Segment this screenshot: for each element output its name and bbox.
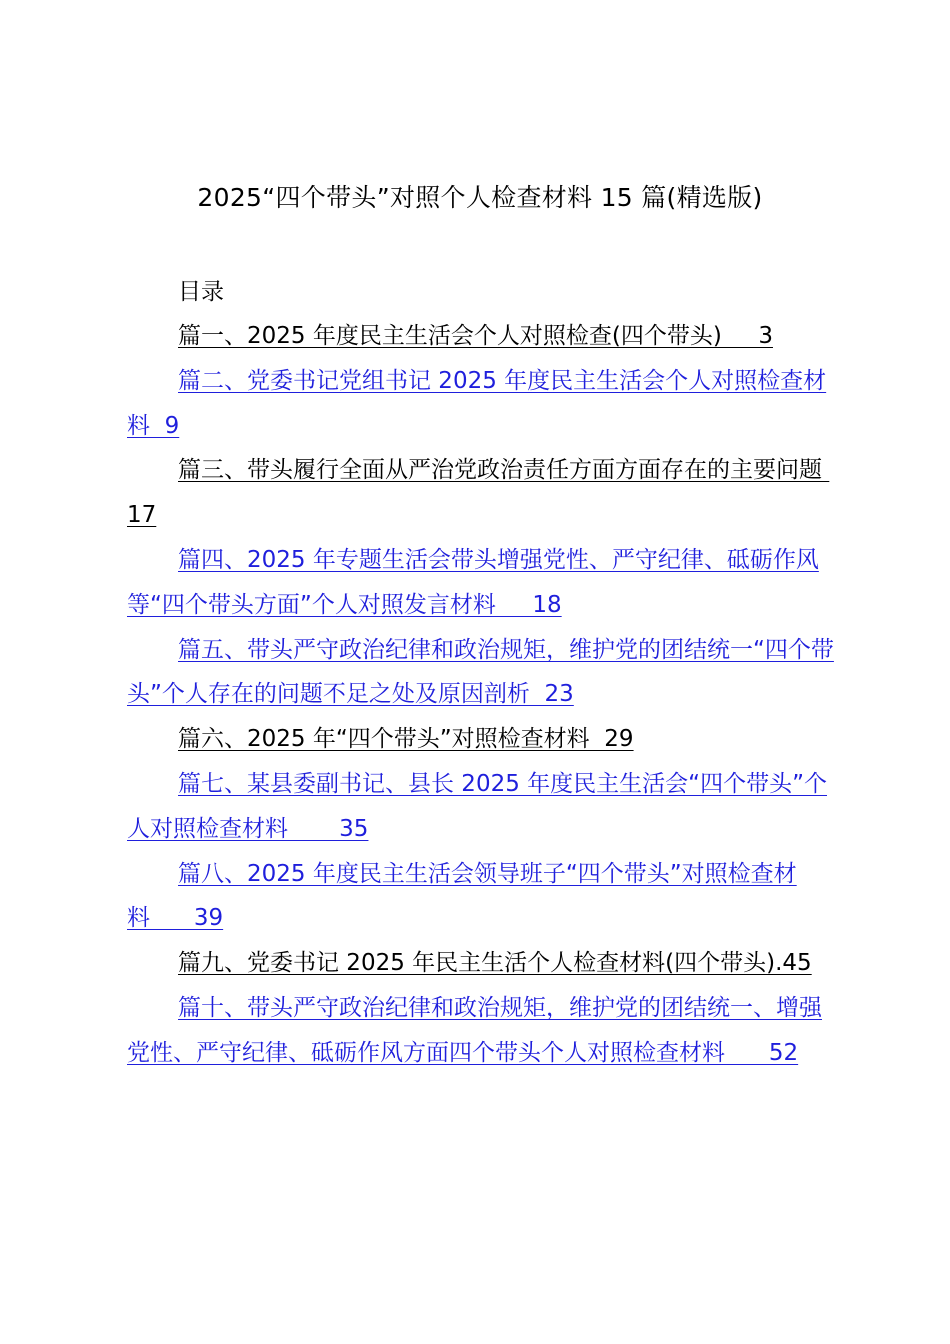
toc-entry-1[interactable]: 篇一、2025 年度民主生活会个人对照检查(四个带头) 3: [178, 323, 773, 349]
toc-entry-6[interactable]: 篇六、2025 年“四个带头”对照检查材料 29: [178, 726, 634, 753]
toc-entry-9[interactable]: 篇九、党委书记 2025 年民主生活个人检查材料(四个带头).45: [178, 950, 812, 977]
toc-entry-3[interactable]: 篇三、带头履行全面从严治党政治责任方面方面存在的主要问题 17: [127, 457, 830, 529]
toc-entry-4[interactable]: 篇四、2025 年专题生活会带头增强党性、严守纪律、砥砺作风等“四个带头方面”个人对照发言材料 18: [127, 546, 819, 618]
table-of-contents: [127, 314, 839, 1076]
toc-heading: 目录: [178, 279, 224, 305]
toc-entry-10[interactable]: 篇十、带头严守政治纪律和政治规矩，维护党的团结统一、增强党性、严守纪律、砥砺作风方面四个带头个人对照检查材料 52: [127, 994, 822, 1066]
toc-entry-8[interactable]: 篇八、2025 年度民主生活会领导班子“四个带头”对照检查材料 39: [127, 860, 797, 932]
toc-entry-7[interactable]: 篇七、某县委副书记、县长 2025 年度民主生活会“四个带头”个人对照检查材料 35: [127, 770, 827, 842]
toc-entry-2[interactable]: 篇二、党委书记党组书记 2025 年度民主生活会个人对照检查材料 9: [127, 367, 827, 439]
toc-entry-5[interactable]: 篇五、带头严守政治纪律和政治规矩，维护党的团结统一“四个带头”个人存在的问题不足之处及原因剖析 23: [127, 636, 834, 708]
document-title: 2025“四个带头”对照个人检查材料 15 篇(精选版): [197, 183, 763, 212]
